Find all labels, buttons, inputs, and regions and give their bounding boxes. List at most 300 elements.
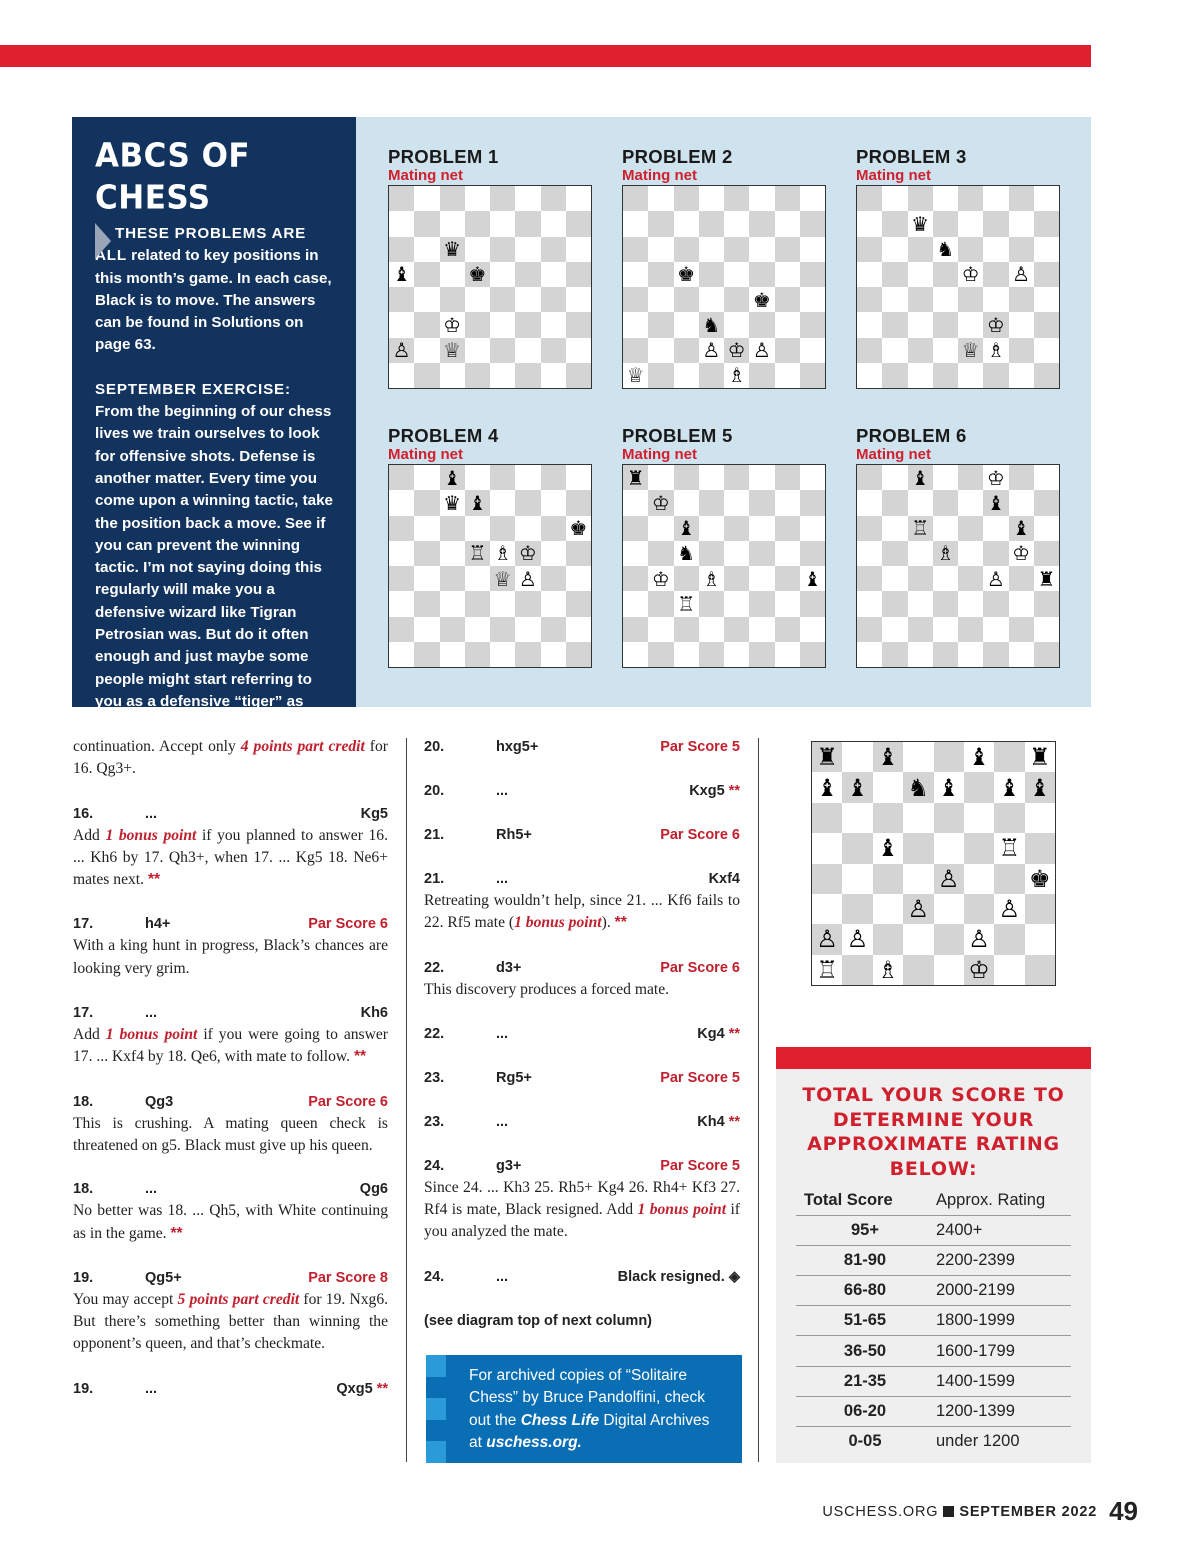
chess-board xyxy=(856,464,1060,668)
board-square xyxy=(648,312,673,337)
footer-site[interactable]: USCHESS.ORG xyxy=(822,1503,939,1520)
move-line: 23. Rg5+ Par Score 5 xyxy=(424,1069,740,1086)
chess-piece: ♞ xyxy=(903,772,933,802)
chess-piece: ♝ xyxy=(674,516,699,541)
problem-1 xyxy=(388,147,592,389)
board-square xyxy=(724,591,749,616)
board-square xyxy=(674,211,699,236)
board-square xyxy=(1009,287,1034,312)
board-square xyxy=(800,287,825,312)
board-square xyxy=(541,211,566,236)
board-square xyxy=(775,541,800,566)
board-square xyxy=(842,864,872,894)
chess-piece: ♝ xyxy=(873,833,903,863)
board-square xyxy=(389,363,414,388)
board-square xyxy=(724,617,749,642)
paragraph: Add 1 bonus point if you planned to answer 16. ... Kh6 by 17. Qh3+, when 17. ... Kg5 18. Ne6+ mates next. ** xyxy=(73,826,388,889)
board-square xyxy=(775,591,800,616)
board-square xyxy=(515,287,540,312)
board-square xyxy=(699,465,724,490)
paragraph: Since 24. ... Kh3 25. Rh5+ Kg4 26. Rh4+ Kf3 27. Rf4 is mate, Black resigned. Add 1 bonus point if you analyzed the mate. xyxy=(424,1178,740,1241)
board-square xyxy=(648,186,673,211)
board-square xyxy=(648,237,673,262)
board-square xyxy=(623,237,648,262)
board-square xyxy=(566,591,591,616)
board-square xyxy=(699,363,724,388)
board-square xyxy=(566,465,591,490)
chess-piece: ♙ xyxy=(515,566,540,591)
board-square xyxy=(775,465,800,490)
board-square xyxy=(414,186,439,211)
board-square xyxy=(1009,338,1034,363)
board-square xyxy=(674,490,699,515)
board-square xyxy=(882,211,907,236)
board-square xyxy=(440,363,465,388)
board-square xyxy=(775,262,800,287)
board-square xyxy=(566,617,591,642)
problem-subtitle: Mating net xyxy=(622,446,697,463)
board-square xyxy=(623,186,648,211)
final-position-diagram xyxy=(811,741,1056,986)
board-square xyxy=(983,211,1008,236)
board-square xyxy=(623,312,648,337)
board-square xyxy=(857,287,882,312)
chess-piece: ♝ xyxy=(389,262,414,287)
board-square xyxy=(566,312,591,337)
problem-title: PROBLEM 1 xyxy=(388,146,499,167)
problem-subtitle: Mating net xyxy=(388,167,463,184)
page-footer xyxy=(822,1496,1138,1527)
board-square xyxy=(958,642,983,667)
board-square xyxy=(882,186,907,211)
board-square xyxy=(749,617,774,642)
board-square xyxy=(724,237,749,262)
problem-2 xyxy=(622,147,826,389)
board-square xyxy=(908,363,933,388)
chess-piece: ♝ xyxy=(908,465,933,490)
chess-piece: ♗ xyxy=(983,338,1008,363)
chess-piece: ♗ xyxy=(724,363,749,388)
board-square xyxy=(908,262,933,287)
score-row: 51-65 1800-1999 xyxy=(796,1306,1071,1336)
board-square xyxy=(775,237,800,262)
board-square xyxy=(1034,642,1059,667)
board-square xyxy=(414,617,439,642)
chess-board xyxy=(388,464,592,668)
chess-piece: ♛ xyxy=(440,237,465,262)
move-line: 22. d3+ Par Score 6 xyxy=(424,959,740,976)
board-square xyxy=(908,237,933,262)
board-square xyxy=(908,312,933,337)
board-square xyxy=(541,465,566,490)
move-line: 23. ... Kh4 ** xyxy=(424,1113,740,1130)
problem-3 xyxy=(856,147,1060,389)
board-square xyxy=(490,465,515,490)
chess-piece: ♜ xyxy=(812,742,842,772)
board-square xyxy=(541,617,566,642)
chess-piece: ♝ xyxy=(800,566,825,591)
board-square xyxy=(933,465,958,490)
chess-piece: ♚ xyxy=(1025,864,1055,894)
board-square xyxy=(1025,955,1055,985)
board-square xyxy=(983,287,1008,312)
board-square xyxy=(958,186,983,211)
board-square xyxy=(515,211,540,236)
board-square xyxy=(674,237,699,262)
board-square xyxy=(648,465,673,490)
board-square xyxy=(1009,186,1034,211)
board-square xyxy=(749,541,774,566)
board-square xyxy=(842,803,872,833)
problem-6 xyxy=(856,426,1060,668)
board-square xyxy=(842,833,872,863)
board-square xyxy=(623,262,648,287)
chess-piece: ♝ xyxy=(934,772,964,802)
board-square xyxy=(490,642,515,667)
board-square xyxy=(389,312,414,337)
score-row: 21-35 1400-1599 xyxy=(796,1367,1071,1397)
chess-piece: ♔ xyxy=(724,338,749,363)
board-square xyxy=(566,287,591,312)
board-square xyxy=(983,591,1008,616)
board-square xyxy=(414,363,439,388)
board-square xyxy=(541,186,566,211)
chess-piece: ♖ xyxy=(674,591,699,616)
board-square xyxy=(515,465,540,490)
board-square xyxy=(623,541,648,566)
board-square xyxy=(1009,617,1034,642)
chess-piece: ♕ xyxy=(958,338,983,363)
board-square xyxy=(440,186,465,211)
board-square xyxy=(623,591,648,616)
board-square xyxy=(515,237,540,262)
chess-piece: ♜ xyxy=(623,465,648,490)
board-square xyxy=(414,287,439,312)
board-square xyxy=(983,363,1008,388)
board-square xyxy=(903,924,933,954)
problem-subtitle: Mating net xyxy=(388,446,463,463)
board-square xyxy=(414,566,439,591)
board-square xyxy=(1034,465,1059,490)
board-square xyxy=(699,642,724,667)
chess-piece: ♞ xyxy=(933,237,958,262)
board-square xyxy=(903,742,933,772)
problem-5 xyxy=(622,426,826,668)
board-square xyxy=(389,516,414,541)
board-square xyxy=(749,566,774,591)
board-square xyxy=(882,312,907,337)
board-square xyxy=(873,894,903,924)
board-square xyxy=(724,211,749,236)
board-square xyxy=(958,566,983,591)
problem-title: PROBLEM 3 xyxy=(856,146,967,167)
board-square xyxy=(775,642,800,667)
board-square xyxy=(882,338,907,363)
board-square xyxy=(842,894,872,924)
board-square xyxy=(1034,363,1059,388)
board-square xyxy=(749,211,774,236)
board-square xyxy=(775,312,800,337)
board-square xyxy=(1034,186,1059,211)
board-square xyxy=(465,642,490,667)
board-square xyxy=(674,465,699,490)
board-square xyxy=(515,312,540,337)
board-square xyxy=(490,591,515,616)
problem-subtitle: Mating net xyxy=(622,167,697,184)
board-square xyxy=(933,312,958,337)
board-square xyxy=(414,465,439,490)
board-square xyxy=(389,642,414,667)
board-square xyxy=(934,955,964,985)
board-square xyxy=(1025,924,1055,954)
board-square xyxy=(699,237,724,262)
sidebar-title: ABCS OF CHESS xyxy=(95,137,251,217)
board-square xyxy=(490,490,515,515)
board-square xyxy=(842,955,872,985)
chess-piece: ♔ xyxy=(958,262,983,287)
board-square xyxy=(983,541,1008,566)
board-square xyxy=(414,516,439,541)
board-square xyxy=(1034,211,1059,236)
board-square xyxy=(857,186,882,211)
score-box xyxy=(776,1069,1091,1463)
board-square xyxy=(964,864,994,894)
board-square xyxy=(749,465,774,490)
chess-piece: ♝ xyxy=(964,742,994,772)
board-square xyxy=(933,490,958,515)
board-square xyxy=(882,262,907,287)
board-square xyxy=(1034,541,1059,566)
board-square xyxy=(623,566,648,591)
board-square xyxy=(958,541,983,566)
board-square xyxy=(414,642,439,667)
chess-board xyxy=(622,464,826,668)
board-square xyxy=(800,211,825,236)
column-divider xyxy=(758,738,759,1462)
column-divider xyxy=(406,738,407,1462)
board-square xyxy=(882,237,907,262)
chess-board xyxy=(388,185,592,389)
chess-piece: ♗ xyxy=(699,566,724,591)
board-square xyxy=(749,516,774,541)
board-square xyxy=(775,617,800,642)
board-square xyxy=(1009,211,1034,236)
end-of-article-icon: ◈ xyxy=(728,1268,740,1285)
board-square xyxy=(882,566,907,591)
score-row: 66-80 2000-2199 xyxy=(796,1276,1071,1306)
board-square xyxy=(958,312,983,337)
board-square xyxy=(775,287,800,312)
score-table xyxy=(796,1186,1071,1457)
board-square xyxy=(857,617,882,642)
board-square xyxy=(440,516,465,541)
move-line: 18. ... Qg6 xyxy=(73,1181,388,1198)
board-square xyxy=(857,490,882,515)
move-line: 21. Rh5+ Par Score 6 xyxy=(424,827,740,843)
board-square xyxy=(1034,262,1059,287)
chess-piece: ♝ xyxy=(440,465,465,490)
chess-piece: ♞ xyxy=(674,541,699,566)
paragraph: You may accept 5 points part credit for 19. Nxg6. But there’s something better than winning the opponent’s queen, and that’s checkmate. xyxy=(73,1290,389,1353)
board-square xyxy=(812,864,842,894)
board-square xyxy=(648,363,673,388)
board-square xyxy=(674,186,699,211)
board-square xyxy=(414,262,439,287)
score-title: TOTAL YOUR SCORE TO DETERMINE YOUR APPROXIMATE RATING BELOW: xyxy=(802,1084,1065,1180)
board-square xyxy=(490,287,515,312)
archive-link[interactable]: uschess.org. xyxy=(486,1433,582,1451)
board-square xyxy=(933,262,958,287)
move-line: 16. ... Kg5 xyxy=(73,805,388,822)
chess-piece: ♔ xyxy=(515,541,540,566)
board-square xyxy=(566,566,591,591)
board-square xyxy=(623,516,648,541)
board-square xyxy=(857,566,882,591)
board-square xyxy=(1009,566,1034,591)
board-square xyxy=(389,211,414,236)
board-square xyxy=(882,516,907,541)
diagram-note: (see diagram top of next column) xyxy=(424,1312,652,1329)
board-square xyxy=(623,617,648,642)
board-square xyxy=(674,617,699,642)
board-square xyxy=(964,833,994,863)
page-number: 49 xyxy=(1109,1496,1138,1526)
board-square xyxy=(724,516,749,541)
board-square xyxy=(994,924,1024,954)
board-square xyxy=(515,338,540,363)
chess-piece: ♝ xyxy=(812,772,842,802)
board-square xyxy=(857,211,882,236)
board-square xyxy=(1034,237,1059,262)
board-square xyxy=(440,541,465,566)
chess-piece: ♚ xyxy=(674,262,699,287)
board-square xyxy=(775,566,800,591)
board-square xyxy=(958,287,983,312)
chess-piece: ♜ xyxy=(1034,566,1059,591)
board-square xyxy=(465,363,490,388)
board-square xyxy=(490,516,515,541)
board-square xyxy=(1034,312,1059,337)
board-square xyxy=(749,363,774,388)
board-square xyxy=(1009,363,1034,388)
board-square xyxy=(414,541,439,566)
board-square xyxy=(1034,516,1059,541)
score-row: 36-50 1600-1799 xyxy=(796,1336,1071,1366)
board-square xyxy=(541,591,566,616)
board-square xyxy=(873,864,903,894)
board-square xyxy=(994,864,1024,894)
board-square xyxy=(873,924,903,954)
board-square xyxy=(934,742,964,772)
board-square xyxy=(465,617,490,642)
board-square xyxy=(699,617,724,642)
board-square xyxy=(933,287,958,312)
paragraph: No better was 18. ... Qh5, with White continuing as in the game. ** xyxy=(73,1202,388,1242)
board-square xyxy=(749,642,774,667)
board-square xyxy=(749,591,774,616)
board-square xyxy=(964,894,994,924)
board-square xyxy=(490,363,515,388)
board-square xyxy=(414,338,439,363)
board-square xyxy=(699,541,724,566)
move-line: 20. ... Kxg5 ** xyxy=(424,783,740,799)
chess-piece: ♔ xyxy=(648,490,673,515)
chess-piece: ♜ xyxy=(1025,742,1055,772)
board-square xyxy=(724,490,749,515)
board-square xyxy=(515,516,540,541)
chess-piece: ♗ xyxy=(490,541,515,566)
board-square xyxy=(882,541,907,566)
board-square xyxy=(857,363,882,388)
problem-subtitle: Mating net xyxy=(856,446,931,463)
board-square xyxy=(515,617,540,642)
board-square xyxy=(699,287,724,312)
board-square xyxy=(566,642,591,667)
board-square xyxy=(699,516,724,541)
board-square xyxy=(1034,287,1059,312)
board-square xyxy=(994,955,1024,985)
board-square xyxy=(749,262,774,287)
board-square xyxy=(842,742,872,772)
board-square xyxy=(465,287,490,312)
board-square xyxy=(775,186,800,211)
board-square xyxy=(958,591,983,616)
paragraph: continuation. Accept only 4 points part credit for 16. Qg3+. xyxy=(73,738,388,778)
board-square xyxy=(857,312,882,337)
sidebar-lead: THESE PROBLEMS ARE ALL related to key positions in this month’s game. In each case, Black is to move. The answers can be found in Solutions on page 63. xyxy=(95,225,332,354)
chess-piece: ♙ xyxy=(934,864,964,894)
board-square xyxy=(1025,894,1055,924)
board-square xyxy=(908,338,933,363)
board-square xyxy=(566,541,591,566)
board-square xyxy=(983,617,1008,642)
board-square xyxy=(958,465,983,490)
footer-issue: SEPTEMBER 2022 xyxy=(959,1503,1098,1520)
score-row: 95+ 2400+ xyxy=(796,1216,1071,1246)
board-square xyxy=(994,803,1024,833)
board-square xyxy=(699,211,724,236)
chess-piece: ♔ xyxy=(440,312,465,337)
board-square xyxy=(648,617,673,642)
board-square xyxy=(490,186,515,211)
board-square xyxy=(908,186,933,211)
board-square xyxy=(933,186,958,211)
board-square xyxy=(857,591,882,616)
board-square xyxy=(674,566,699,591)
board-square xyxy=(908,591,933,616)
move-line: 19. Qg5+ Par Score 8 xyxy=(73,1269,388,1286)
board-square xyxy=(775,516,800,541)
chess-piece: ♚ xyxy=(465,262,490,287)
board-square xyxy=(800,338,825,363)
board-square xyxy=(440,642,465,667)
board-square xyxy=(389,465,414,490)
board-square xyxy=(933,642,958,667)
board-square xyxy=(541,642,566,667)
chess-piece: ♝ xyxy=(983,490,1008,515)
chess-piece: ♝ xyxy=(465,490,490,515)
board-square xyxy=(812,894,842,924)
board-square xyxy=(1034,490,1059,515)
chess-piece: ♕ xyxy=(440,338,465,363)
board-square xyxy=(699,490,724,515)
board-square xyxy=(903,803,933,833)
board-square xyxy=(775,211,800,236)
problem-title: PROBLEM 4 xyxy=(388,425,499,446)
board-square xyxy=(389,490,414,515)
board-square xyxy=(933,617,958,642)
move-line: 17. ... Kh6 xyxy=(73,1005,388,1022)
